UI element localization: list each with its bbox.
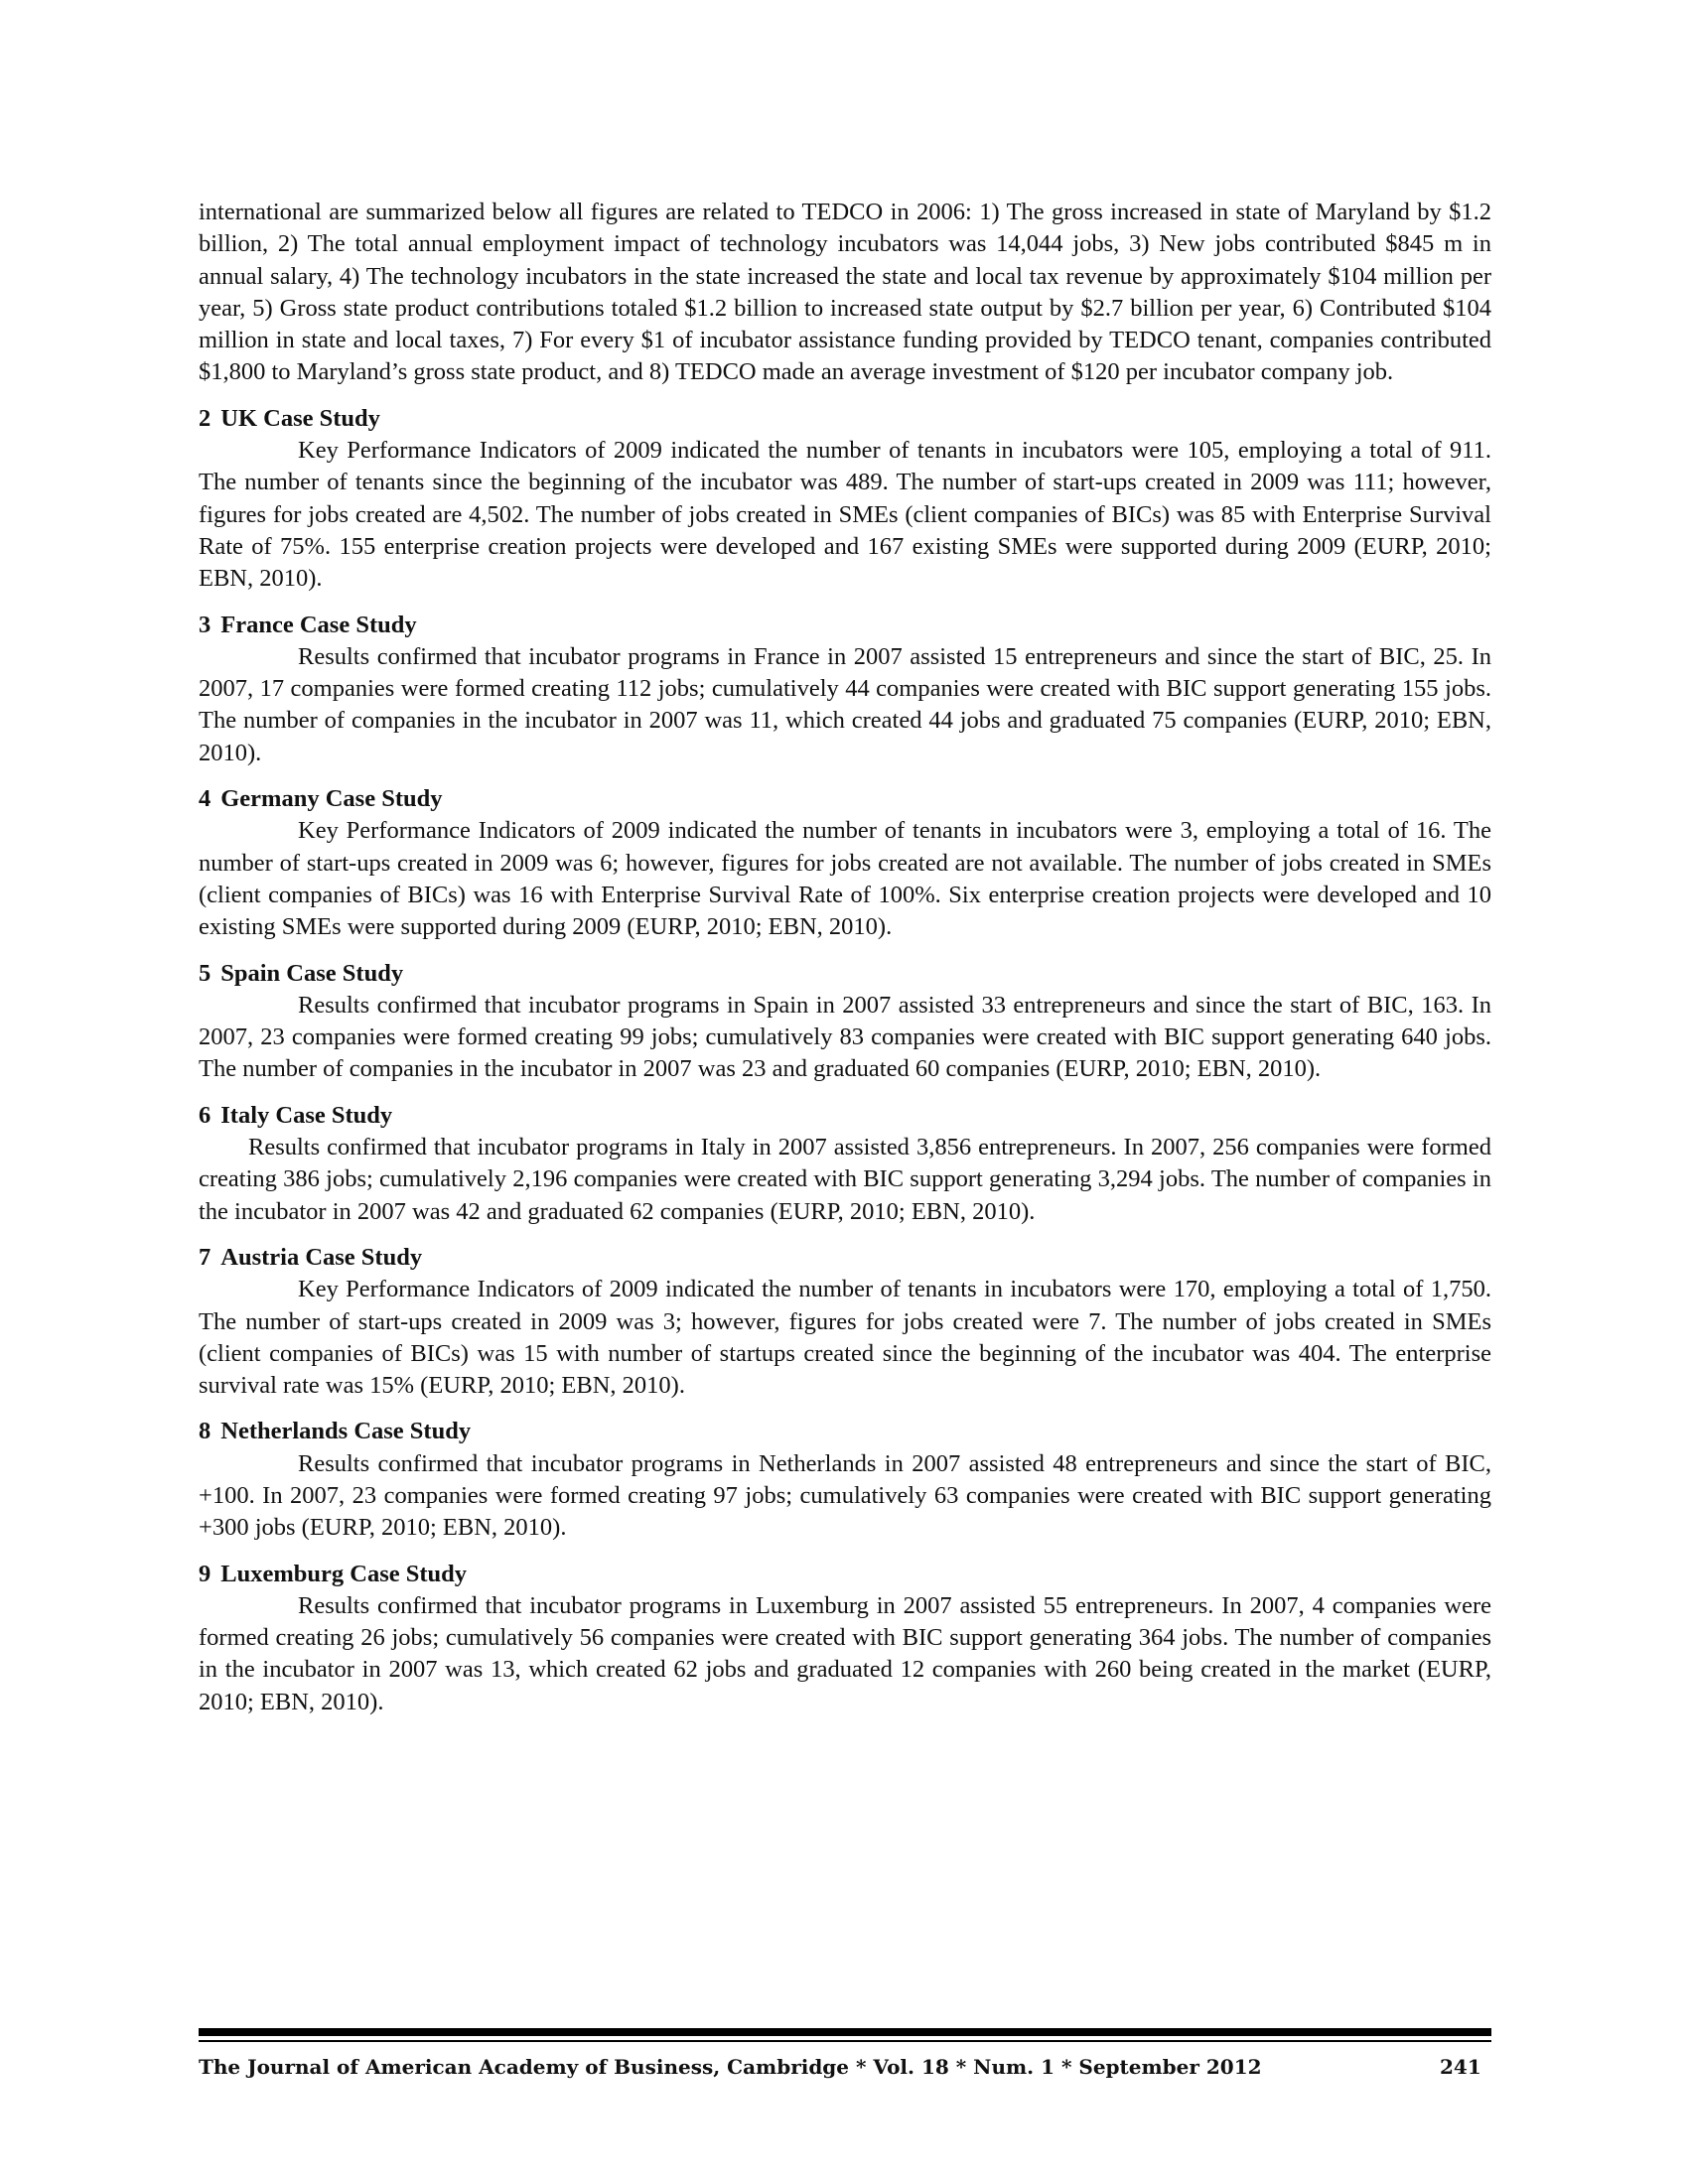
section-heading: [199, 783, 1491, 815]
journal-citation: The Journal of American Academy of Business, Cambridge * Vol. 18 * Num. 1 * September 2012: [199, 2055, 1262, 2079]
section-number: 6: [199, 1101, 211, 1129]
section-germany: [199, 783, 1491, 943]
section-title: Italy Case Study: [220, 1101, 393, 1129]
section-paragraph: Results confirmed that incubator programs in Spain in 2007 assisted 33 entrepreneurs and since the start of BIC, 163. In 2007, 23 companies were formed creating 99 jobs; cumulatively 83 companies were created with BIC support generating 640 jobs. The number of companies in the incubator in 2007 was 23 and graduated 60 companies (EURP, 2010; EBN, 2010).: [199, 991, 1491, 1083]
section-paragraph: Results confirmed that incubator programs in Luxemburg in 2007 assisted 55 entrepreneurs. In 2007, 4 companies were formed creating 26 jobs; cumulatively 56 companies were created with BIC support generating 364 jobs. The number of companies in the incubator in 2007 was 13, which created 62 jobs and graduated 12 companies with 260 being created in the market (EURP, 2010; EBN, 2010).: [199, 1591, 1491, 1715]
section-spain: [199, 958, 1491, 1086]
section-heading: [199, 1416, 1491, 1447]
section-title: UK Case Study: [220, 404, 380, 432]
section-heading: [199, 1242, 1491, 1274]
section-title: Austria Case Study: [220, 1243, 423, 1271]
section-paragraph: Key Performance Indicators of 2009 indicated the number of tenants in incubators were 170, employing a total of 1,750. The number of start-ups created in 2009 was 3; however, figures for jobs created were 7. The number of jobs created in SMEs (client companies of BICs) was 15 with number of startups created since the beginning of the incubator was 404. The enterprise survival rate was 15% (EURP, 2010; EBN, 2010).: [199, 1276, 1491, 1400]
section-paragraph: Results confirmed that incubator programs in Netherlands in 2007 assisted 48 entrepreneurs and since the start of BIC, +100. In 2007, 23 companies were formed creating 97 jobs; cumulatively 63 companies were created with BIC support generating +300 jobs (EURP, 2010; EBN, 2010).: [199, 1449, 1491, 1542]
section-number: 3: [199, 611, 211, 638]
section-uk: [199, 403, 1491, 596]
section-heading: [199, 610, 1491, 641]
section-paragraph: Results confirmed that incubator programs in France in 2007 assisted 15 entrepreneurs and since the start of BIC, 25. In 2007, 17 companies were formed creating 112 jobs; cumulatively 44 companies were created with BIC support generating 155 jobs. The number of companies in the incubator in 2007 was 11, which created 44 jobs and graduated 75 companies (EURP, 2010; EBN, 2010).: [199, 642, 1491, 766]
section-heading: [199, 403, 1491, 435]
section-number: 2: [199, 404, 211, 432]
section-title: Luxemburg Case Study: [220, 1560, 468, 1587]
section-number: 5: [199, 959, 211, 987]
section-france: [199, 610, 1491, 769]
section-number: 7: [199, 1243, 211, 1271]
section-title: Netherlands Case Study: [220, 1418, 472, 1445]
intro-paragraph: international are summarized below all figures are related to TEDCO in 2006: 1) The gross increased in state of Maryland by $1.2 billion, 2) The total annual employment impact of technology incubators was 14,044 jobs, 3) New jobs contributed $845 m in annual salary, 4) The technology incubators in the state increased the state and local tax revenue by approximately $104 million per year, 5) Gross state product contributions totaled $1.2 billion to increased state output by $2.7 billion per year, 6) Contributed $104 million in state and local taxes, 7) For every $1 of incubator assistance funding provided by TEDCO tenant, companies contributed $1,800 to Maryland’s gross state product, and 8) TEDCO made an average investment of $120 per incubator company job.: [199, 199, 1491, 386]
section-title: France Case Study: [220, 611, 417, 638]
section-title: Germany Case Study: [220, 785, 443, 813]
section-number: 8: [199, 1418, 211, 1445]
article-body: [199, 197, 1491, 1718]
section-italy: [199, 1100, 1491, 1228]
section-title: Spain Case Study: [220, 959, 404, 987]
page-number: 241: [1440, 2055, 1481, 2079]
section-number: 4: [199, 785, 211, 813]
footer-rule-thin: [199, 2040, 1491, 2042]
section-netherlands: [199, 1416, 1491, 1544]
section-paragraph: Key Performance Indicators of 2009 indicated the number of tenants in incubators were 105, employing a total of 911. The number of tenants since the beginning of the incubator was 489. The number of start-ups created in 2009 was 111; however, figures for jobs created are 4,502. The number of jobs created in SMEs (client companies of BICs) was 85 with Enterprise Survival Rate of 75%. 155 enterprise creation projects were developed and 167 existing SMEs were supported during 2009 (EURP, 2010; EBN, 2010).: [199, 437, 1491, 593]
section-paragraph: Results confirmed that incubator programs in Italy in 2007 assisted 3,856 entrepreneurs. In 2007, 256 companies were formed creating 386 jobs; cumulatively 2,196 companies were created with BIC support generating 3,294 jobs. The number of companies in the incubator in 2007 was 42 and graduated 62 companies (EURP, 2010; EBN, 2010).: [199, 1134, 1491, 1225]
section-luxemburg: [199, 1559, 1491, 1718]
footer-rule-thick: [199, 2028, 1491, 2036]
section-number: 9: [199, 1560, 211, 1587]
section-austria: [199, 1242, 1491, 1402]
section-heading: [199, 1100, 1491, 1132]
section-heading: [199, 958, 1491, 990]
section-paragraph: Key Performance Indicators of 2009 indicated the number of tenants in incubators were 3, employing a total of 16. The number of start-ups created in 2009 was 6; however, figures for jobs created are not available. The number of jobs created in SMEs (client companies of BICs) was 16 with Enterprise Survival Rate of 100%. Six enterprise creation projects were developed and 10 existing SMEs were supported during 2009 (EURP, 2010; EBN, 2010).: [199, 817, 1491, 941]
section-heading: [199, 1559, 1491, 1590]
